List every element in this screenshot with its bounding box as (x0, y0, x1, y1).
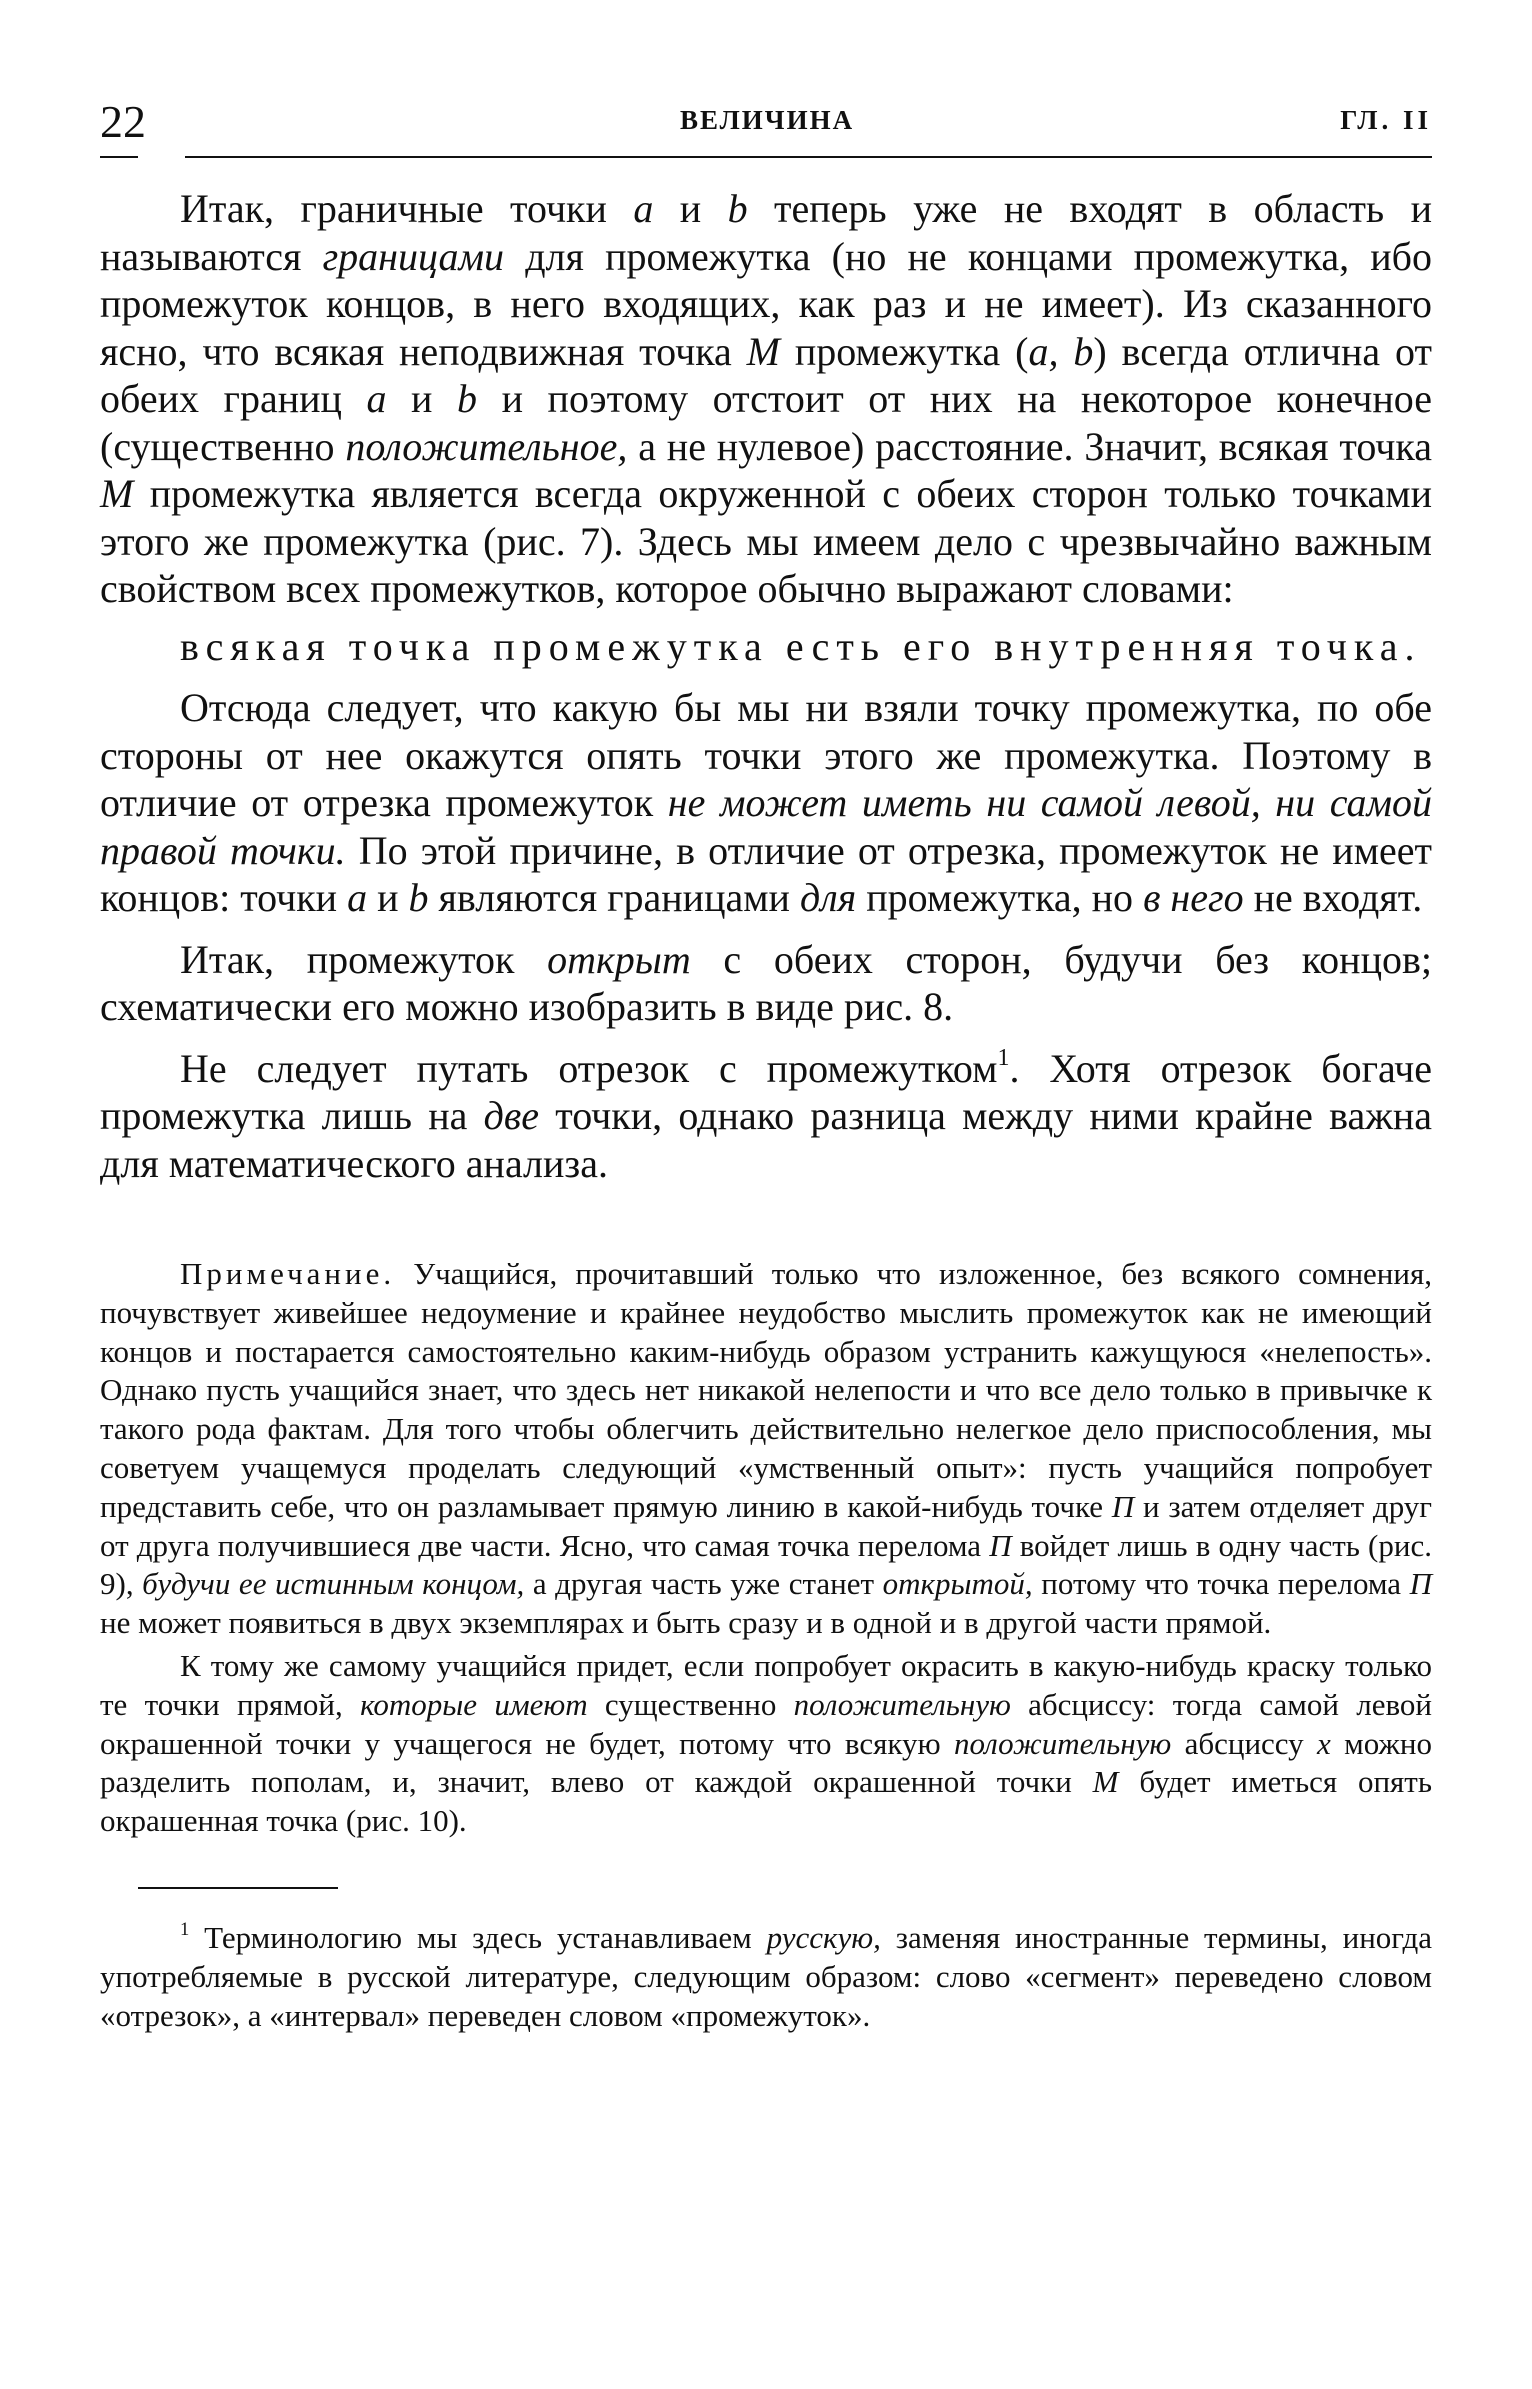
body-text (100, 185, 1432, 1187)
paragraph-5: Не следует путать отрезок с промежутком$^1$. Хотя отрезок богаче промежутка лишь на две точки, однако разница между ними крайне важна для математического анализа. (100, 1044, 1432, 1186)
header-rule-long (185, 156, 1432, 158)
page-header (100, 92, 1432, 152)
main-text (100, 185, 1432, 2035)
footnote-text: $^1$ Терминологию мы здесь устанавливаем русскую, заменяя иностранные термины, иногда употребляемые в русской литературе, следующим образом: слово «сегмент» переведено словом «отрезок», а «интервал» переведен словом «промежуток». (100, 1918, 1432, 2033)
header-rule-short (100, 156, 138, 158)
page-number: 22 (100, 96, 146, 147)
chapter-label: ГЛ. II (1340, 105, 1432, 135)
remark-paragraph-1: Примечание. Учащийся, прочитавший только что изложенное, без всякого сомнения, почувствует живейшее недоумение и крайнее неудобство мыслить промежуток как не имеющий концов и постарается самостоятельно каким-нибудь образом устранить кажущуюся «нелепость». Однако пусть учащийся знает, что здесь нет никакой нелепости и что все дело только в привычке к такого рода фактам. Для того чтобы облегчить действительно нелегкое дело приспособления, мы советуем учащемуся проделать следующий «умственный опыт»: пусть учащийся попробует представить себе, что он разламывает прямую линию в какой-нибудь точке П и затем отделяет друг от друга получившиеся две части. Ясно, что самая точка перелома П войдет лишь в одну часть (рис. 9), будучи ее истинным концом, а другая часть уже станет открытой, потому что точка перелома П не может появиться в двух экземплярах и быть сразу и в одной и в другой части прямой. (100, 1256, 1433, 1641)
footnote-mark: 1 (180, 1918, 190, 1940)
footnote-rule (138, 1887, 338, 1889)
footnote-ref: 1 (997, 1044, 1010, 1071)
remark-section (100, 1255, 1432, 1841)
paragraph-1: Итак, граничные точки a и b теперь уже не входят в область и называются границами для промежутка (но не концами промежутка, ибо промежуток концов, в него входящих, как раз и не имеет). Из сказанного ясно, что всякая неподвижная точка M промежутка (a, b) всегда отлична от обеих границ a и b и поэтому отстоит от них на некоторое конечное (существенно положительное, а не нулевое) расстояние. Значит, всякая точка M промежутка является всегда окруженной с обеих сторон только точками этого же промежутка (рис. 7). Здесь мы имеем дело с чрезвычайно важным свойством всех промежутков, которое обычно выражают словами: (100, 186, 1433, 611)
paragraph-4: Итак, промежуток открыт с обеих сторон, будучи без концов; схематически его можно изобразить в виде рис. 8. (100, 936, 1432, 1029)
remark-paragraph-2: К тому же самому учащийся придет, если попробует окрасить в какую-нибудь краску только те точки прямой, которые имеют существенно положительную абсциссу: тогда самой левой окрашенной точки у учащегося не будет, потому что всякую положительную абсциссу x можно разделить пополам, и, значит, влево от каждой окрашенной точки M будет иметься опять окрашенная точка (рис. 10). (100, 1647, 1432, 1839)
running-title: ВЕЛИЧИНА (680, 105, 855, 135)
footnote (100, 1919, 1432, 2035)
paragraph-2-statement: всякая точка промежутка есть его внутренняя точка. (180, 623, 1422, 669)
paragraph-3: Отсюда следует, что какую бы мы ни взяли точку промежутка, по обе стороны от нее окажутся опять точки этого же промежутка. Поэтому в отличие от отрезка промежуток не может иметь ни самой левой, ни самой правой точки. По этой причине, в отличие от отрезка, промежуток не имеет концов: точки a и b являются границами для промежутка, но в него не входят. (100, 685, 1432, 920)
